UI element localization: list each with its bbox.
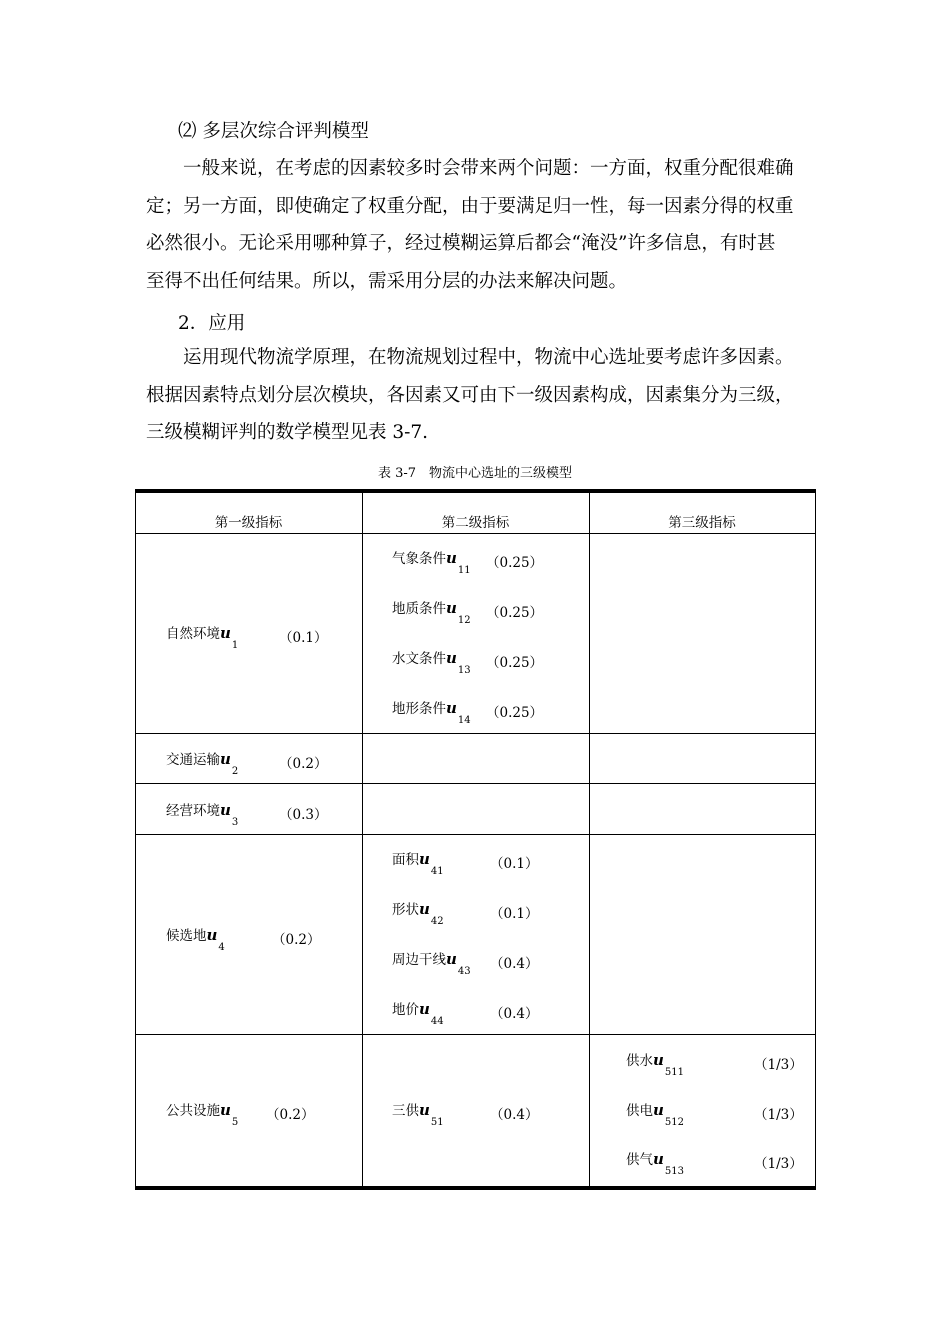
indicator-label: 供电 (626, 1103, 653, 1119)
indicator-subscript: 43 (457, 966, 471, 977)
level3-weight: （1/3） (754, 1156, 803, 1172)
paragraph-line: 根据因素特点划分层次模块，各因素又可由下一级因素构成，因素集分为三级， (146, 384, 794, 406)
indicator-subscript: 513 (664, 1166, 684, 1177)
indicator-subscript: 2 (231, 766, 239, 777)
row-divider (135, 733, 816, 734)
header-level1: 第一级指标 (214, 515, 283, 531)
level1-item (166, 799, 239, 828)
indicator-label: 公共设施 (166, 1103, 220, 1119)
u-symbol: u (446, 549, 457, 567)
column-divider (589, 493, 590, 1186)
indicator-subscript: 44 (430, 1016, 444, 1027)
indicator-label: 面积 (392, 852, 419, 868)
table-bottom-rule (135, 1186, 816, 1190)
indicator-label: 供气 (626, 1152, 653, 1168)
level1-weight: （0.2） (279, 756, 328, 772)
indicator-subscript: 3 (231, 817, 239, 828)
indicator-subscript: 14 (457, 715, 471, 726)
level1-weight: （0.1） (279, 630, 328, 646)
header-level3: 第三级指标 (668, 515, 736, 531)
u-symbol: u (220, 1101, 231, 1119)
row-divider (135, 834, 816, 835)
level1-item (166, 622, 239, 651)
level3-weight: （1/3） (754, 1057, 803, 1073)
paragraph-line: 三级模糊评判的数学模型见表 3-7. (146, 422, 429, 444)
level2-item (392, 1099, 444, 1128)
indicator-subscript: 1 (231, 640, 239, 651)
indicator-label: 三供 (392, 1103, 419, 1119)
indicator-label: 地形条件 (392, 701, 446, 717)
u-symbol: u (446, 599, 457, 617)
u-symbol: u (220, 624, 231, 642)
u-symbol: u (446, 649, 457, 667)
level2-weight: （0.4） (490, 1107, 539, 1123)
header-level2: 第二级指标 (441, 515, 510, 531)
indicator-subscript: 13 (457, 665, 471, 676)
u-symbol: u (220, 750, 231, 768)
level2-weight: （0.25） (486, 555, 544, 571)
level2-weight: （0.25） (486, 705, 544, 721)
indicator-label: 周边干线 (392, 952, 446, 968)
indicator-label: 地质条件 (392, 601, 446, 617)
level2-item (392, 948, 471, 977)
level2-item (392, 697, 471, 726)
level1-weight: （0.2） (272, 932, 321, 948)
u-symbol: u (419, 1101, 430, 1119)
level2-item (392, 848, 444, 877)
column-divider (815, 493, 816, 1186)
indicator-subscript: 12 (457, 615, 471, 626)
level1-item (166, 1099, 239, 1128)
u-symbol: u (446, 699, 457, 717)
paragraph-line: 必然很小。无论采用哪种算子，经过模糊运算后都会“淹没”许多信息，有时甚 (146, 233, 776, 255)
level2-item (392, 547, 471, 576)
indicator-label: 自然环境 (166, 626, 220, 642)
level2-weight: （0.25） (486, 655, 544, 671)
level2-item (392, 647, 471, 676)
u-symbol: u (653, 1051, 664, 1069)
level3-item (626, 1099, 684, 1128)
level3-item (626, 1148, 684, 1177)
sub-heading: 2．应用 (178, 313, 246, 334)
paragraph-1 (146, 150, 814, 300)
level3-weight: （1/3） (754, 1107, 803, 1123)
row-divider (135, 783, 816, 784)
level3-item (626, 1049, 684, 1078)
indicator-label: 供水 (626, 1053, 653, 1069)
indicator-subscript: 512 (664, 1117, 684, 1128)
level2-weight: （0.1） (490, 906, 539, 922)
indicator-label: 经营环境 (166, 803, 220, 819)
level1-item (166, 924, 225, 953)
indicator-subscript: 42 (430, 916, 444, 927)
level2-weight: （0.4） (490, 956, 539, 972)
table-top-rule (135, 489, 816, 493)
u-symbol: u (419, 900, 430, 918)
indicator-label: 交通运输 (166, 752, 220, 768)
row-divider (135, 533, 816, 534)
criteria-table (135, 489, 816, 1192)
section-heading: ⑵ 多层次综合评判模型 (178, 121, 369, 142)
level1-weight: （0.2） (266, 1107, 315, 1123)
table-caption: 表 3-7 物流中心选址的三级模型 (377, 466, 573, 481)
row-divider (135, 1034, 816, 1035)
u-symbol: u (446, 950, 457, 968)
level1-item (166, 748, 239, 777)
indicator-label: 气象条件 (392, 551, 446, 567)
u-symbol: u (653, 1101, 664, 1119)
indicator-subscript: 51 (430, 1117, 444, 1128)
u-symbol: u (419, 1000, 430, 1018)
paragraph-line: 定；另一方面，即使确定了权重分配，由于要满足归一性，每一因素分得的权重 (146, 195, 794, 217)
indicator-label: 地价 (392, 1002, 419, 1018)
level2-item (392, 998, 444, 1027)
column-divider (362, 493, 363, 1186)
indicator-subscript: 5 (231, 1117, 239, 1128)
indicator-label: 形状 (392, 902, 419, 918)
indicator-subscript: 511 (664, 1067, 684, 1078)
u-symbol: u (220, 801, 231, 819)
column-divider (135, 493, 136, 1186)
indicator-label: 水文条件 (392, 651, 446, 667)
level2-item (392, 597, 471, 626)
paragraph-2 (146, 339, 814, 452)
paragraph-line: 一般来说，在考虑的因素较多时会带来两个问题：一方面，权重分配很难确 (183, 158, 794, 179)
paragraph-line: 运用现代物流学原理，在物流规划过程中，物流中心选址要考虑许多因素。 (183, 347, 794, 368)
level1-weight: （0.3） (279, 807, 328, 823)
level2-weight: （0.1） (490, 856, 539, 872)
indicator-label: 候选地 (166, 928, 207, 944)
level2-item (392, 898, 444, 927)
u-symbol: u (419, 850, 430, 868)
u-symbol: u (653, 1150, 664, 1168)
level2-weight: （0.25） (486, 605, 544, 621)
level2-weight: （0.4） (490, 1006, 539, 1022)
indicator-subscript: 11 (457, 565, 471, 576)
u-symbol: u (206, 926, 218, 944)
indicator-subscript: 41 (430, 866, 444, 877)
indicator-subscript: 4 (218, 942, 225, 953)
paragraph-line: 至得不出任何结果。所以，需采用分层的办法来解决问题。 (146, 270, 628, 292)
